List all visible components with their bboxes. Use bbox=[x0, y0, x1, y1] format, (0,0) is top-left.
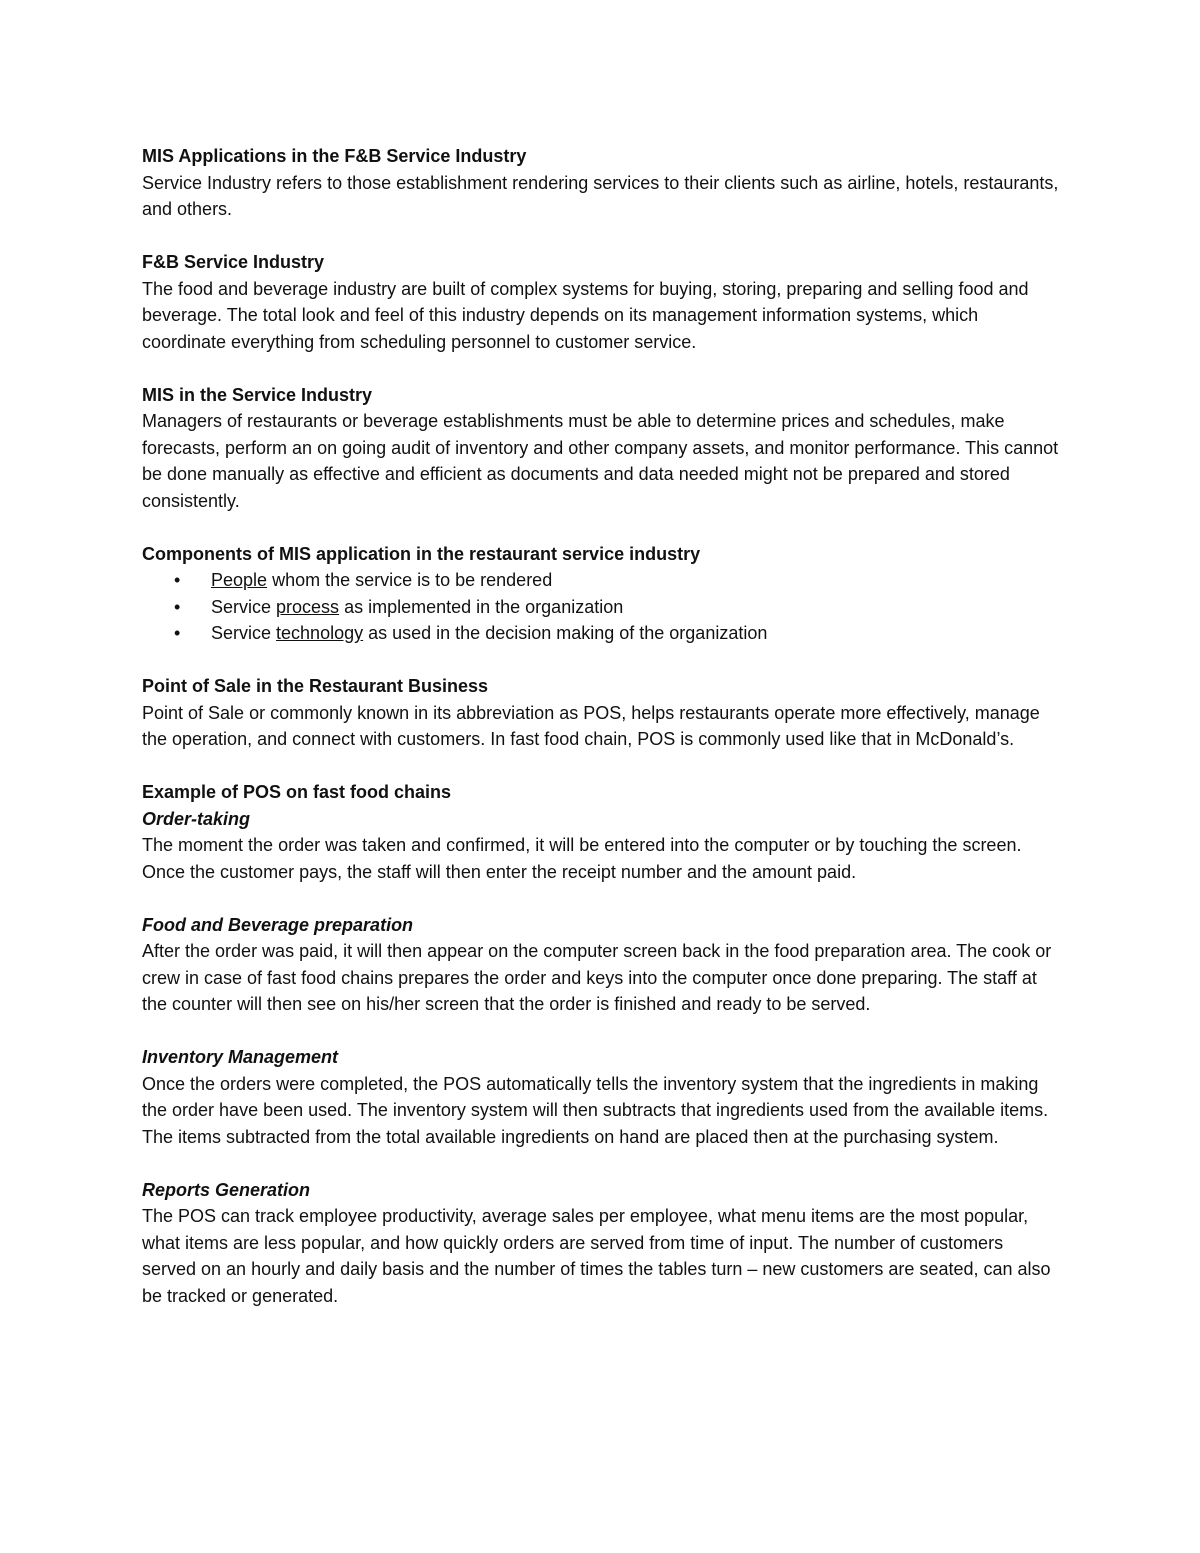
section-paragraph: The POS can track employee productivity, average sales per employee, what menu items are the most popular, what items are less popular, and how quickly orders are served from time of input. The number of customers served on an hourly and daily basis and the number of times the tables turn – new customers are seated, can also be tracked or generated. bbox=[142, 1206, 1051, 1306]
bullet-icon: • bbox=[174, 570, 181, 590]
list-item bbox=[142, 567, 1062, 594]
item-keyword: technology bbox=[276, 623, 364, 643]
bullet-icon: • bbox=[174, 623, 181, 643]
item-prefix: Service bbox=[211, 596, 277, 617]
subsection-heading: Food and Beverage preparation bbox=[142, 914, 414, 935]
section-reports-generation bbox=[142, 1177, 1062, 1310]
item-keyword: People bbox=[211, 570, 268, 590]
item-suffix: as implemented in the organization bbox=[339, 596, 624, 617]
list-item bbox=[142, 620, 1062, 647]
intro-paragraph: Service Industry refers to those establishment rendering services to their clients such as airline, hotels, restaurants, and others. bbox=[142, 172, 1059, 219]
section-heading: Components of MIS application in the restaurant service industry bbox=[142, 543, 701, 564]
section-mis-service-industry bbox=[142, 382, 1062, 515]
section-inventory-management bbox=[142, 1044, 1062, 1150]
section-heading: F&B Service Industry bbox=[142, 252, 325, 272]
subsection-heading: Reports Generation bbox=[142, 1179, 311, 1200]
bullet-icon: • bbox=[174, 596, 181, 617]
section-paragraph: The moment the order was taken and confirmed, it will be entered into the computer or by touching the screen. Once the customer pays, the staff will then enter the receipt number and the amount paid. bbox=[142, 835, 1022, 882]
document-page bbox=[142, 143, 1062, 1336]
section-components bbox=[142, 541, 1062, 647]
item-suffix: whom the service is to be rendered bbox=[267, 570, 553, 590]
section-paragraph: The food and beverage industry are built of complex systems for buying, storing, preparing and selling food and beverage. The total look and feel of this industry depends on its management information systems, which coordinate everything from scheduling personnel to customer service. bbox=[142, 278, 1029, 352]
section-heading: Example of POS on fast food chains bbox=[142, 782, 452, 802]
list-item bbox=[142, 594, 1062, 621]
document-title: MIS Applications in the F&B Service Industry bbox=[142, 146, 527, 166]
section-paragraph: After the order was paid, it will then appear on the computer screen back in the food preparation area. The cook or crew in case of fast food chains prepares the order and keys into the computer once done preparing. The staff at the counter will then see on his/her screen that the order is finished and ready to be served. bbox=[142, 941, 1052, 1014]
section-food-preparation bbox=[142, 912, 1062, 1018]
item-prefix: Service bbox=[211, 623, 277, 643]
section-paragraph: Point of Sale or commonly known in its abbreviation as POS, helps restaurants operate more effectively, manage the operation, and connect with customers. In fast food chain, POS is commonly used like that in McDonald’s. bbox=[142, 702, 1040, 749]
subsection-heading: Inventory Management bbox=[142, 1047, 339, 1067]
item-suffix: as used in the decision making of the organization bbox=[363, 623, 768, 643]
section-paragraph: Once the orders were completed, the POS automatically tells the inventory system that the ingredients in making the order have been used. The inventory system will then subtracts that ingredients used from the available items. The items subtracted from the total available ingredients on hand are placed then at the purchasing system. bbox=[142, 1073, 1049, 1147]
section-paragraph: Managers of restaurants or beverage establishments must be able to determine prices and schedules, make forecasts, perform an on going audit of inventory and other company assets, and monitor performance. This cannot be done manually as effective and efficient as documents and data needed might not be prepared and stored consistently. bbox=[142, 411, 1059, 511]
item-keyword: process bbox=[276, 596, 340, 617]
section-intro bbox=[142, 143, 1062, 223]
section-heading: MIS in the Service Industry bbox=[142, 384, 373, 405]
section-pos-example bbox=[142, 779, 1062, 885]
section-heading: Point of Sale in the Restaurant Business bbox=[142, 676, 489, 696]
components-list bbox=[142, 567, 1062, 647]
section-fb-service-industry bbox=[142, 249, 1062, 355]
subsection-heading: Order-taking bbox=[142, 808, 251, 829]
section-point-of-sale bbox=[142, 673, 1062, 753]
